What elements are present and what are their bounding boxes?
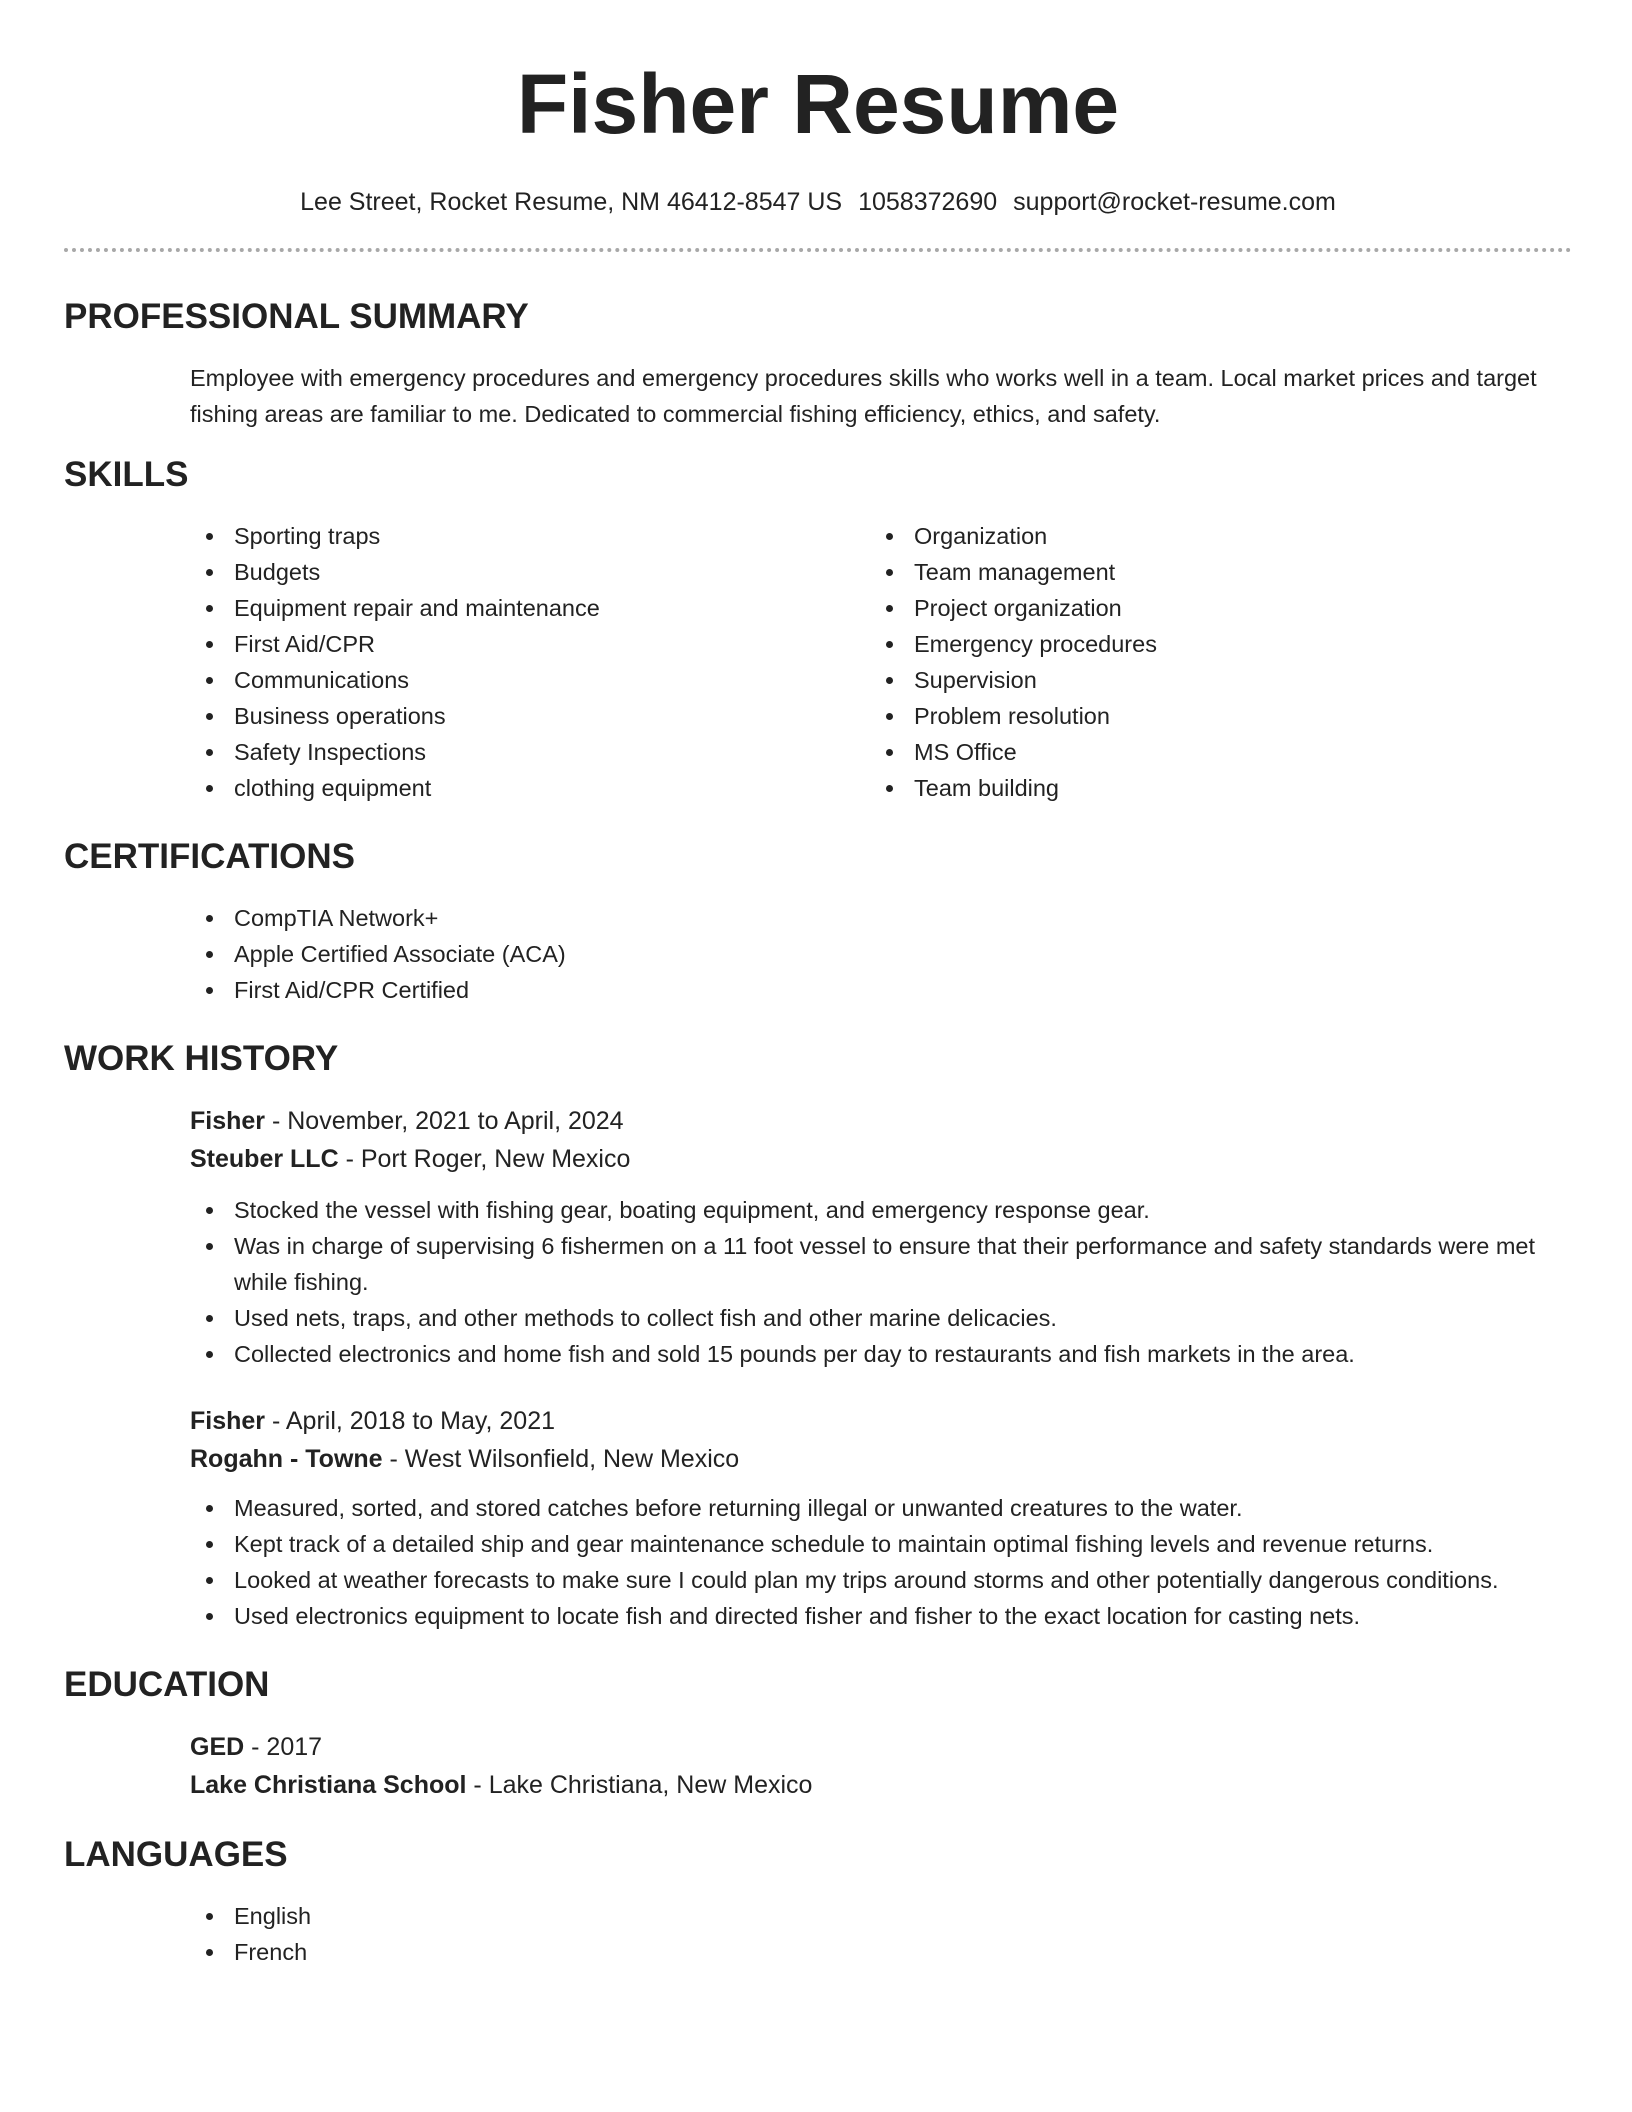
job-company-line — [190, 1440, 1572, 1478]
list-item: Apple Certified Associate (ACA) — [190, 936, 1572, 972]
list-item: Project organization — [870, 590, 1550, 626]
certifications-section — [64, 836, 1572, 1008]
job-title-line — [190, 1102, 1572, 1140]
summary-section — [64, 296, 1572, 432]
list-item: Used nets, traps, and other methods to collect fish and other marine delicacies. — [190, 1300, 1572, 1336]
job-title-line — [190, 1402, 1572, 1440]
section-title-certifications: CERTIFICATIONS — [64, 837, 356, 876]
job-bullets — [190, 1192, 1572, 1372]
job-company: Steuber LLC — [190, 1145, 339, 1173]
work-section — [64, 1038, 1572, 1634]
job-role: Fisher — [190, 1407, 266, 1435]
list-item: First Aid/CPR — [190, 626, 870, 662]
list-item: Stocked the vessel with fishing gear, boating equipment, and emergency response gear. — [190, 1192, 1572, 1228]
contact-phone: 1058372690 — [858, 188, 998, 216]
section-title-work: WORK HISTORY — [64, 1039, 339, 1078]
contact-address: Lee Street, Rocket Resume, NM 46412-8547 US — [300, 188, 843, 216]
education-school: Lake Christiana School — [190, 1771, 467, 1799]
job-bullets — [190, 1490, 1572, 1634]
resume-page — [64, 0, 1572, 1970]
job-location: - West Wilsonfield, New Mexico — [389, 1445, 740, 1473]
list-item: Budgets — [190, 554, 870, 590]
education-year: - 2017 — [251, 1733, 323, 1761]
education-degree: GED — [190, 1733, 245, 1761]
list-item: Communications — [190, 662, 870, 698]
job-dates: - April, 2018 to May, 2021 — [271, 1407, 556, 1435]
job-location: - Port Roger, New Mexico — [345, 1145, 631, 1173]
section-title-education: EDUCATION — [64, 1665, 270, 1704]
job-role: Fisher — [190, 1107, 266, 1135]
list-item: Collected electronics and home fish and sold 15 pounds per day to restaurants and fish markets in the area. — [190, 1336, 1572, 1372]
education-school-line — [190, 1766, 1572, 1804]
list-item: Was in charge of supervising 6 fishermen on a 11 foot vessel to ensure that their performance and safety standards were met while fishing. — [190, 1228, 1572, 1300]
list-item: Organization — [870, 518, 1550, 554]
education-section — [64, 1664, 1572, 1804]
list-item: First Aid/CPR Certified — [190, 972, 1572, 1008]
list-item: French — [190, 1934, 1572, 1970]
resume-name: Fisher Resume — [516, 57, 1120, 151]
list-item: Used electronics equipment to locate fish and directed fisher and fisher to the exact location for casting nets. — [190, 1598, 1572, 1634]
education-entry — [190, 1728, 1572, 1804]
job-entry — [190, 1102, 1572, 1178]
list-item: English — [190, 1898, 1572, 1934]
skills-grid — [190, 518, 1572, 806]
education-location: - Lake Christiana, New Mexico — [473, 1771, 813, 1799]
list-item: CompTIA Network+ — [190, 900, 1572, 936]
list-item: Team management — [870, 554, 1550, 590]
list-item: Safety Inspections — [190, 734, 870, 770]
list-item: Measured, sorted, and stored catches before returning illegal or unwanted creatures to the water. — [190, 1490, 1572, 1526]
section-title-summary: PROFESSIONAL SUMMARY — [64, 297, 529, 336]
list-item: Looked at weather forecasts to make sure I could plan my trips around storms and other potentially dangerous conditions. — [190, 1562, 1572, 1598]
list-item: MS Office — [870, 734, 1550, 770]
header-divider — [64, 248, 1572, 252]
list-item: Equipment repair and maintenance — [190, 590, 870, 626]
list-item: Sporting traps — [190, 518, 870, 554]
job-entry — [190, 1402, 1572, 1478]
list-item: Business operations — [190, 698, 870, 734]
list-item: Supervision — [870, 662, 1550, 698]
list-item: Kept track of a detailed ship and gear maintenance schedule to maintain optimal fishing levels and revenue returns. — [190, 1526, 1572, 1562]
job-company-line — [190, 1140, 1572, 1178]
skills-list-right — [870, 518, 1550, 806]
section-title-languages: LANGUAGES — [64, 1835, 288, 1874]
list-item: clothing equipment — [190, 770, 870, 806]
contact-line — [64, 186, 1572, 218]
skills-list-left — [190, 518, 870, 806]
list-item: Problem resolution — [870, 698, 1550, 734]
job-company: Rogahn - Towne — [190, 1445, 383, 1473]
job-dates: - November, 2021 to April, 2024 — [271, 1107, 624, 1135]
education-degree-line — [190, 1728, 1572, 1766]
languages-section — [64, 1834, 1572, 1970]
contact-email: support@rocket-resume.com — [1013, 188, 1336, 216]
list-item: Emergency procedures — [870, 626, 1550, 662]
skills-section — [64, 454, 1572, 806]
certifications-list — [190, 900, 1572, 1008]
summary-text: Employee with emergency procedures and emergency procedures skills who works well in a team. Local market prices and target fishing areas are familiar to me. Dedicated to commercial fishing efficiency, ethics, and safety. — [190, 365, 1537, 427]
section-title-skills: SKILLS — [64, 455, 189, 494]
languages-list — [190, 1898, 1572, 1970]
list-item: Team building — [870, 770, 1550, 806]
